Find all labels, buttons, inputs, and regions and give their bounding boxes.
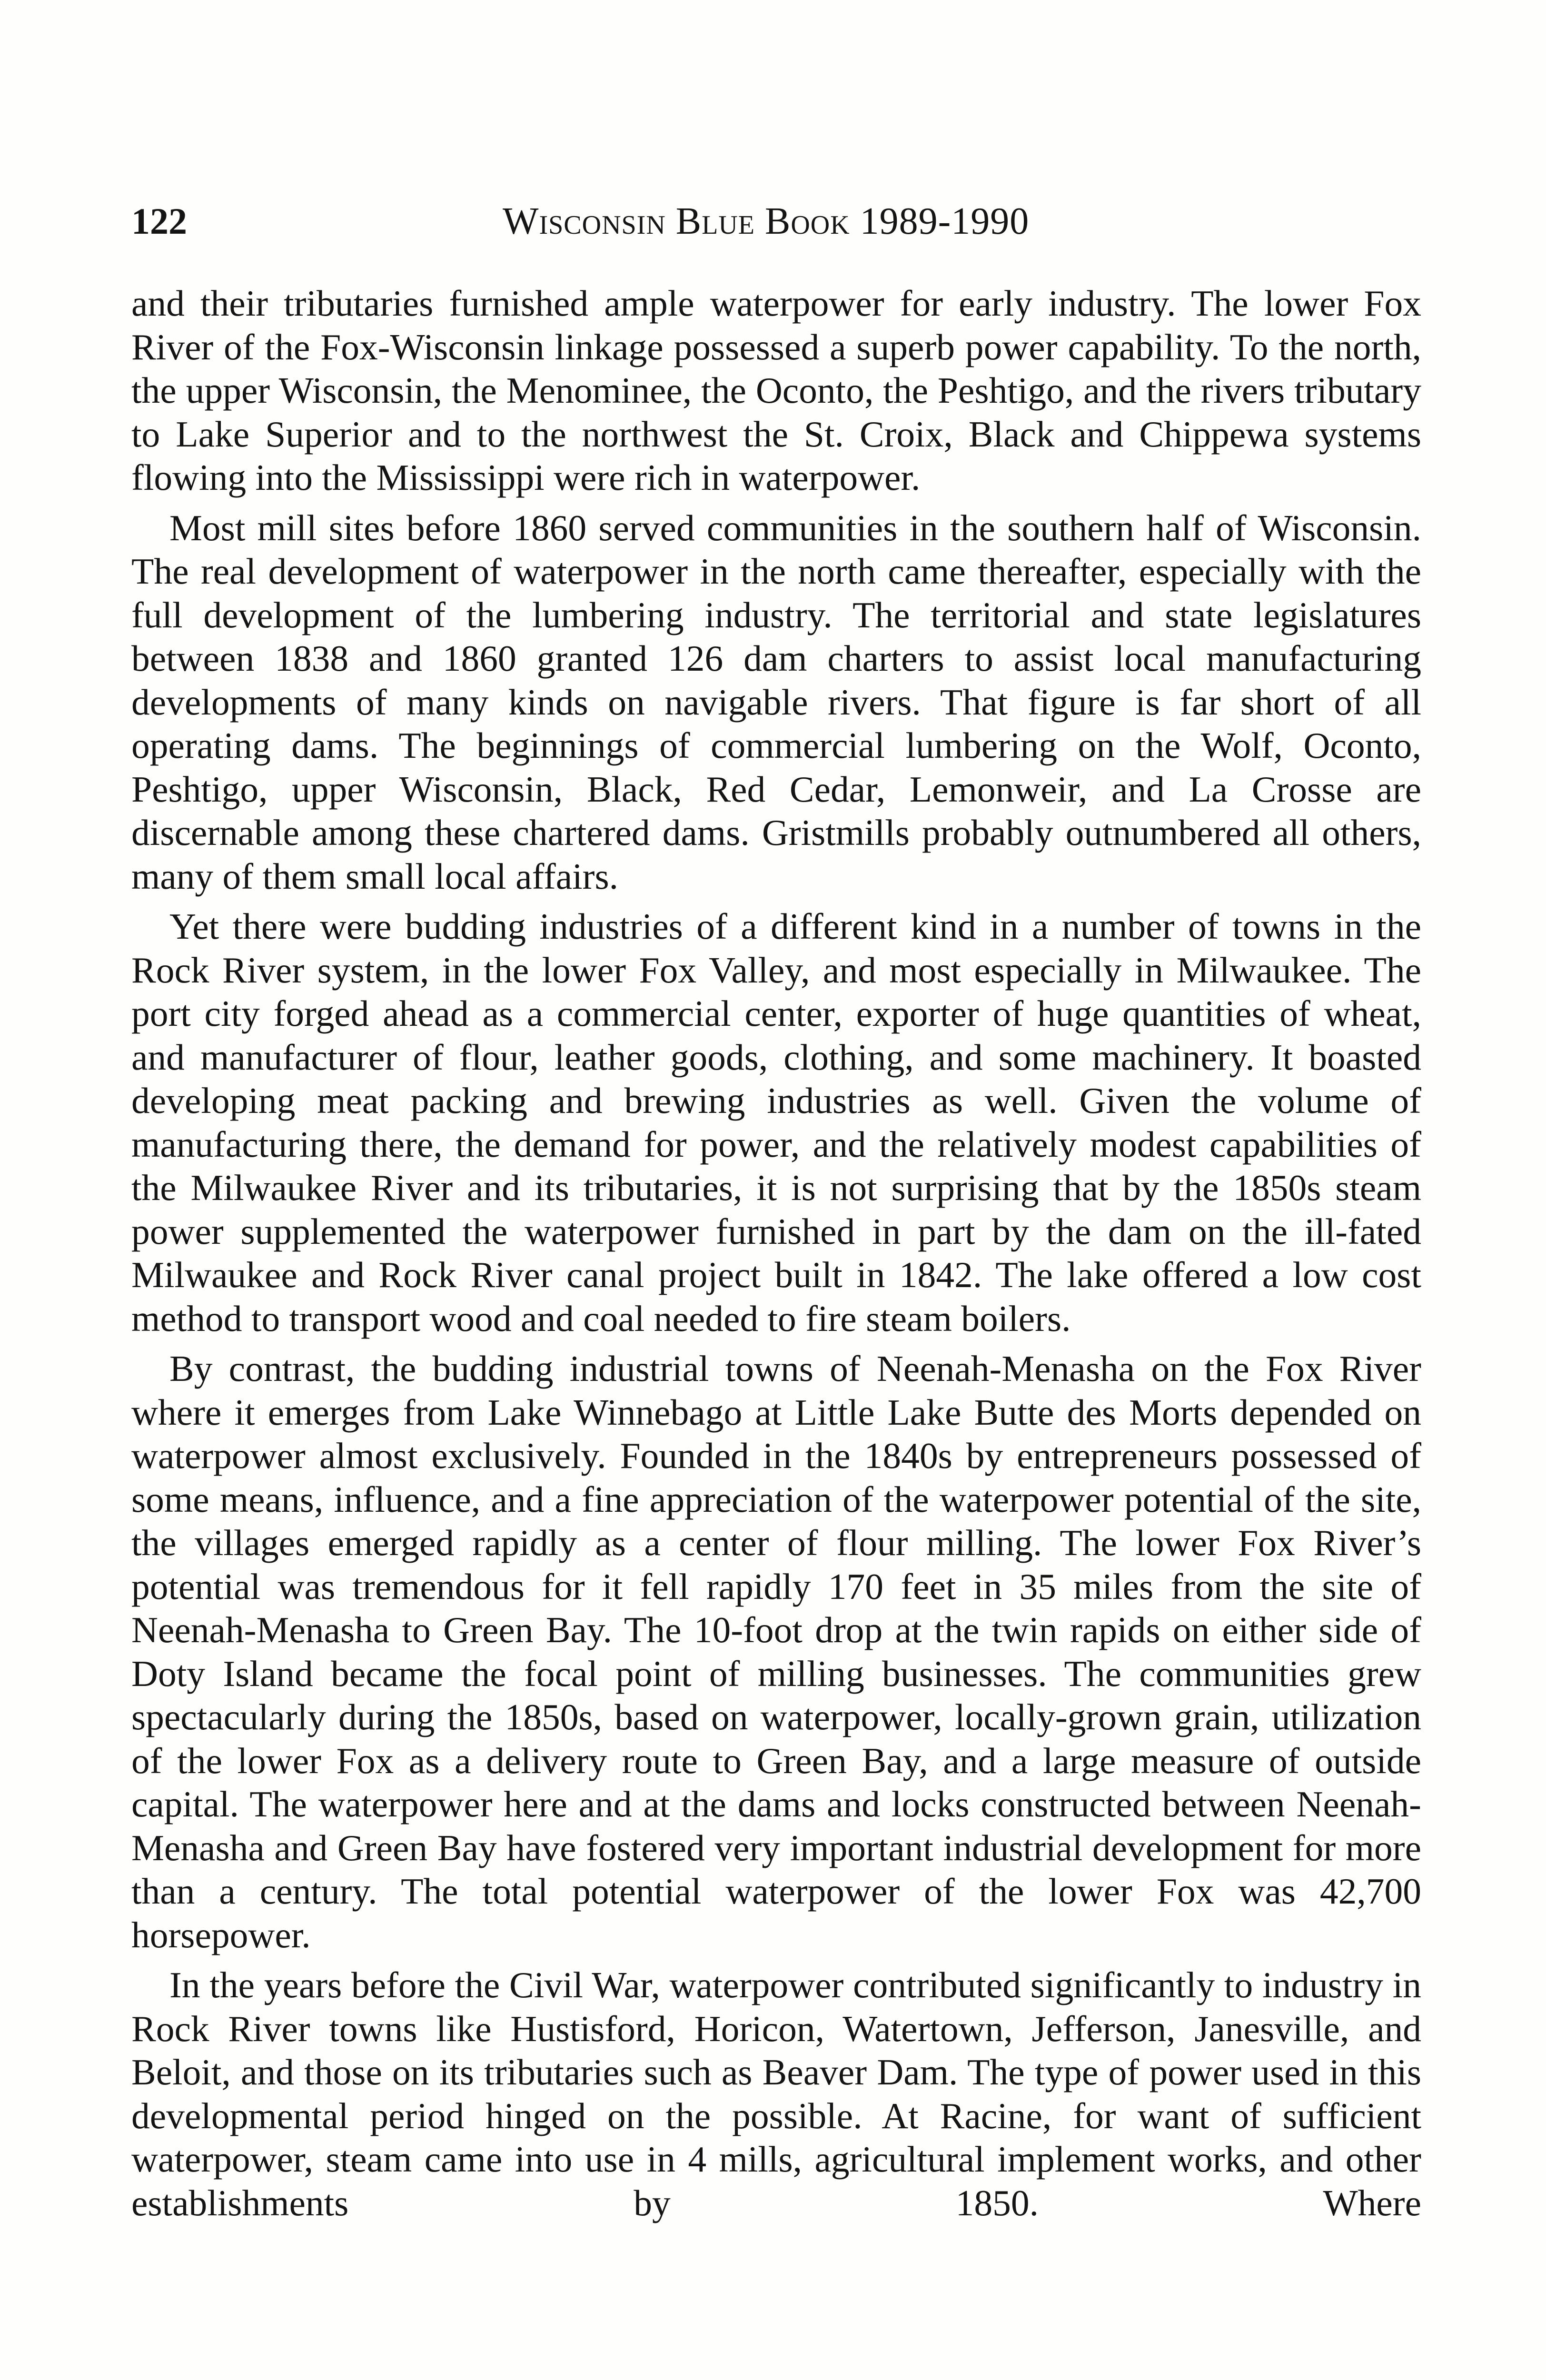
running-head <box>131 195 1426 248</box>
paragraph: and their tributaries furnished ample waterpower for early industry. The lower Fox River of the Fox-Wisconsin linkage possessed a superb power capability. To the north, the upper Wisconsin, the Menominee, the Oconto, the Peshtigo, and the rivers tributary to Lake Superior and to the northwest the St. Croix, Black and Chippewa systems flowing into the Mississippi were rich in waterpower. <box>131 283 1421 498</box>
paragraph: Yet there were budding industries of a different kind in a number of towns in the Rock River system, in the lower Fox Valley, and most especially in Milwaukee. The port city forged ahead as a commercial center, exporter of huge quantities of wheat, and manufacturer of flour, leather goods, clothing, and some machinery. It boasted developing meat packing and brewing industries as well. Given the volume of manufacturing there, the demand for power, and the relatively modest capabilities of the Milwaukee River and its tributaries, it is not surprising that by the 1850s steam power supplemented the waterpower furnished in part by the dam on the ill-fated Milwaukee and Rock River canal project built in 1842. The lake offered a low cost method to transport wood and coal needed to fire steam boilers. <box>131 906 1421 1339</box>
paragraph: By contrast, the budding industrial towns of Neenah-Menasha on the Fox River where it emerges from Lake Winnebago at Little Lake Butte des Morts depended on waterpower almost exclusively. Founded in the 1840s by entrepreneurs possessed of some means, influence, and a fine appreciation of the waterpower potential of the site, the villages emerged rapidly as a center of flour milling. The lower Fox River’s potential was tremendous for it fell rapidly 170 feet in 35 miles from the site of Neenah-Menasha to Green Bay. The 10-foot drop at the twin rapids on either side of Doty Island became the focal point of milling businesses. The communities grew spectacularly during the 1850s, based on waterpower, locally-grown grain, utilization of the lower Fox as a delivery route to Green Bay, and a large measure of outside capital. The waterpower here and at the dams and locks constructed between Neenah-Menasha and Green Bay have fostered very important industrial development for more than a century. The total potential waterpower of the lower Fox was 42,700 horsepower. <box>131 1348 1421 1955</box>
page-number: 122 <box>131 200 187 242</box>
body-text <box>131 282 1421 2231</box>
paragraph: Most mill sites before 1860 served communities in the southern half of Wisconsin. The real development of waterpower in the north came thereafter, especially with the full development of the lumbering industry. The territorial and state legislatures between 1838 and 1860 granted 126 dam charters to assist local manufacturing developments of many kinds on navigable rivers. That figure is far short of all operating dams. The beginnings of commercial lumbering on the Wolf, Oconto, Peshtigo, upper Wisconsin, Black, Red Cedar, Lemonweir, and La Crosse are discernable among these chartered dams. Gristmills probably outnumbered all others, many of them small local affairs. <box>131 507 1421 897</box>
paragraph: In the years before the Civil War, waterpower contributed significantly to industry in Rock River towns like Hustisford, Horicon, Watertown, Jefferson, Janesville, and Beloit, and those on its tributaries such as Beaver Dam. The type of power used in this developmental period hinged on the possible. At Racine, for want of sufficient waterpower, steam came into use in 4 mills, agricultural implement works, and other establishments by 1850. Where <box>131 1964 1421 2223</box>
running-title: Wisconsin Blue Book 1989-1990 <box>503 200 1030 242</box>
